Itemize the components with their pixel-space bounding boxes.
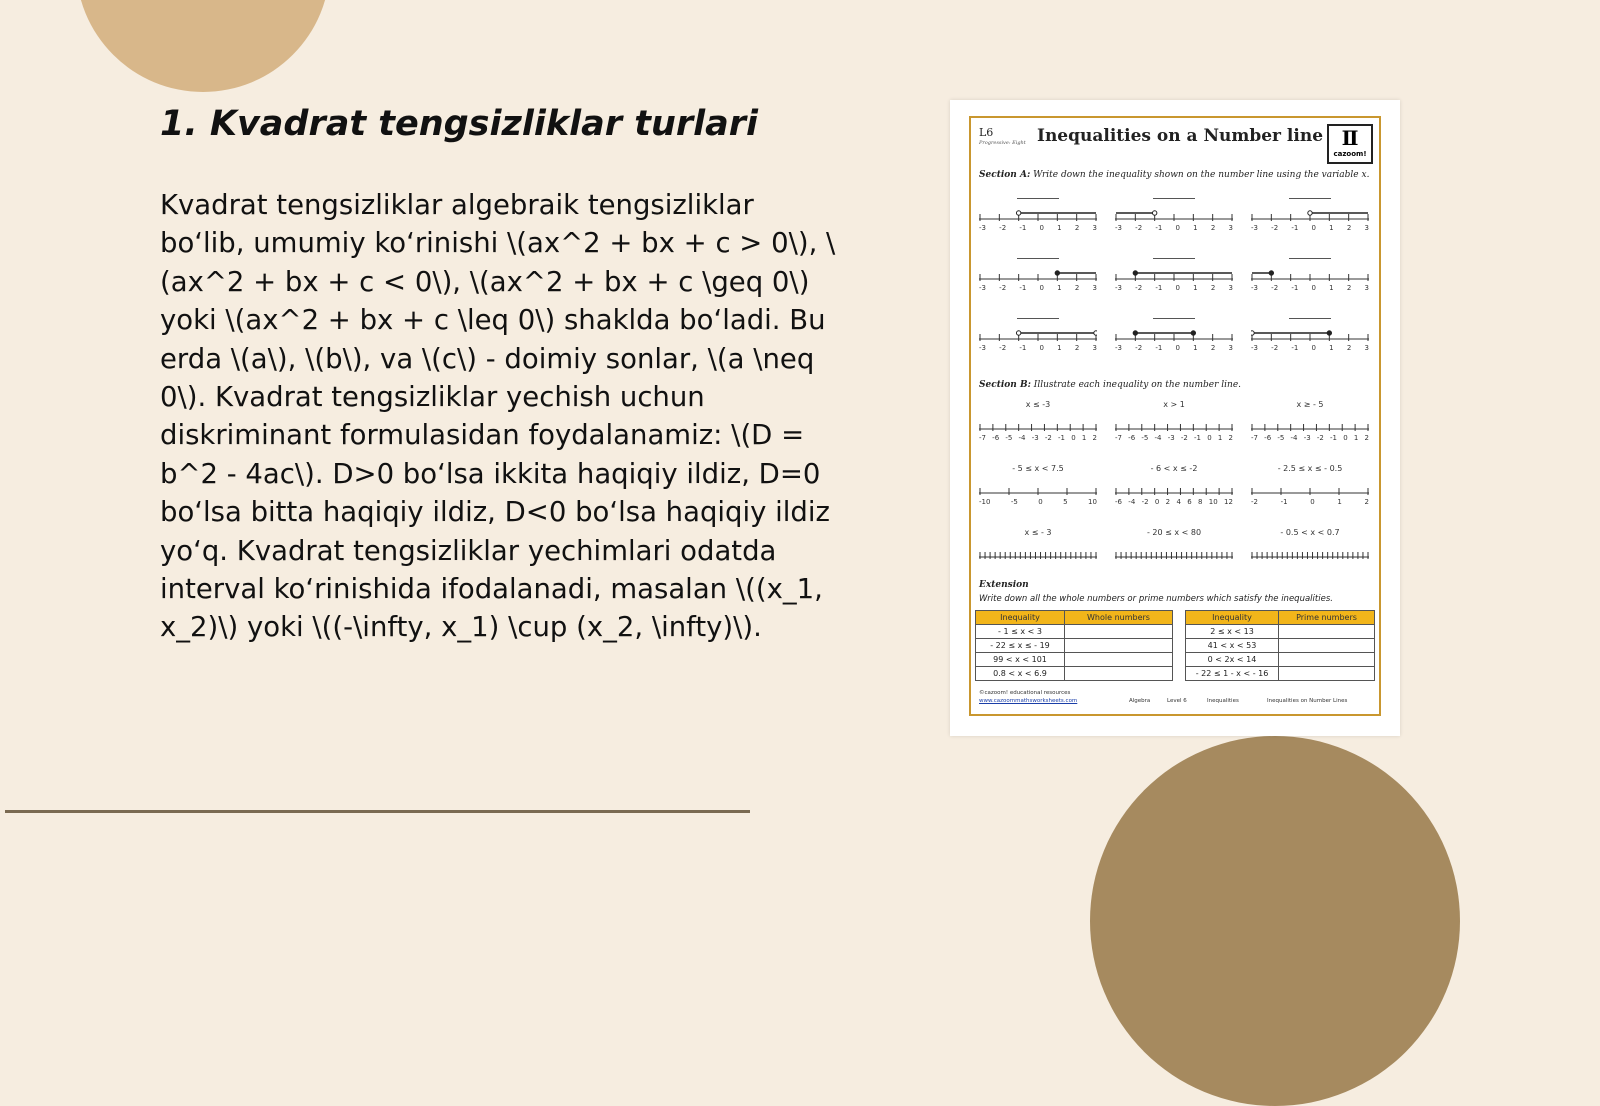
tick-label: -3 bbox=[1031, 434, 1039, 442]
tick-label: -3 bbox=[1167, 434, 1175, 442]
tick-label: 0 bbox=[1311, 344, 1316, 352]
tick-label: 0 bbox=[1039, 344, 1044, 352]
section-b-text: Illustrate each inequality on the number line. bbox=[1033, 380, 1242, 390]
answer-blank bbox=[1153, 258, 1195, 259]
tick-label: 0 bbox=[1311, 284, 1316, 292]
closed-endpoint bbox=[1269, 271, 1273, 275]
number-line-axis bbox=[979, 329, 1097, 343]
tick-label: -4 bbox=[1018, 434, 1026, 442]
tick-label: 1 bbox=[1057, 224, 1062, 232]
table-cell-empty bbox=[1279, 653, 1375, 667]
table-cell-empty bbox=[1065, 639, 1173, 653]
closed-endpoint bbox=[1327, 331, 1331, 335]
tick-label: 4 bbox=[1176, 498, 1181, 506]
section-b-heading bbox=[979, 380, 1241, 390]
tick-label: 0 bbox=[1039, 224, 1044, 232]
worksheet-title: Inequalities on a Number line bbox=[1037, 126, 1324, 146]
tick-labels bbox=[1251, 498, 1369, 506]
tick-label: 3 bbox=[1364, 344, 1369, 352]
section-a-heading bbox=[979, 170, 1369, 180]
tick-label: 3 bbox=[1092, 224, 1097, 232]
number-line-axis bbox=[979, 269, 1097, 283]
table-cell: 0 < 2x < 14 bbox=[1186, 653, 1279, 667]
tick-label: 2 bbox=[1364, 434, 1369, 442]
tick-label: 1 bbox=[1193, 344, 1198, 352]
tick-label: 10 bbox=[1088, 498, 1097, 506]
tick-label: -5 bbox=[1010, 498, 1018, 506]
number-line bbox=[979, 328, 1097, 354]
worksheet-image bbox=[950, 100, 1400, 736]
tick-label: -10 bbox=[979, 498, 991, 506]
tick-label: -7 bbox=[979, 434, 986, 442]
tick-label: -3 bbox=[979, 224, 986, 232]
tick-label: -5 bbox=[1141, 434, 1149, 442]
tick-label: -1 bbox=[1019, 344, 1027, 352]
number-line bbox=[1115, 268, 1233, 294]
tick-label: 2 bbox=[1074, 344, 1080, 352]
tick-label: 1 bbox=[1081, 434, 1087, 442]
table-row bbox=[976, 625, 1173, 639]
number-line bbox=[1115, 482, 1233, 508]
tick-label: -2 bbox=[1135, 344, 1143, 352]
worksheet-level: L6 bbox=[979, 126, 994, 139]
number-line-axis bbox=[979, 419, 1097, 433]
inequality-label: x ≤ - 3 bbox=[1024, 528, 1052, 537]
tick-label: -2 bbox=[1044, 434, 1052, 442]
tick-label: -2 bbox=[1180, 434, 1188, 442]
tick-label: 3 bbox=[1092, 344, 1097, 352]
answer-blank bbox=[1153, 318, 1195, 319]
tick-label: -1 bbox=[1280, 498, 1288, 506]
tick-labels bbox=[1115, 434, 1233, 442]
tick-label: 2 bbox=[1210, 224, 1216, 232]
closed-endpoint bbox=[1191, 331, 1195, 335]
tick-label: -1 bbox=[1330, 434, 1338, 442]
footer-link[interactable]: www.cazoommathsworksheets.com bbox=[979, 698, 1078, 704]
tick-label: 8 bbox=[1198, 498, 1203, 506]
table-cell: 0.8 < x < 6.9 bbox=[976, 667, 1065, 681]
number-line bbox=[1251, 268, 1369, 294]
number-line-axis bbox=[1251, 419, 1369, 433]
tick-label: -5 bbox=[1005, 434, 1013, 442]
number-line bbox=[979, 268, 1097, 294]
table-row bbox=[1186, 667, 1375, 681]
tick-label: -7 bbox=[1115, 434, 1122, 442]
decorative-circle-top bbox=[76, 0, 330, 92]
tick-label: -1 bbox=[1155, 344, 1163, 352]
slide-title: 1. Kvadrat tengsizliklar turlari bbox=[160, 104, 758, 144]
tick-labels bbox=[979, 344, 1097, 352]
inequality-label: x ≥ - 5 bbox=[1296, 400, 1324, 409]
tick-label: 1 bbox=[1353, 434, 1359, 442]
number-line bbox=[1115, 208, 1233, 234]
tick-label: -2 bbox=[1271, 344, 1279, 352]
tick-label: -1 bbox=[1291, 344, 1299, 352]
table-row bbox=[976, 653, 1173, 667]
tick-label: 6 bbox=[1187, 498, 1192, 506]
tick-label: 2 bbox=[1346, 284, 1352, 292]
tick-label: -3 bbox=[1115, 284, 1122, 292]
tick-label: -3 bbox=[1115, 224, 1122, 232]
tick-label: 1 bbox=[1329, 224, 1334, 232]
tick-label: 3 bbox=[1228, 344, 1233, 352]
tick-label: -2 bbox=[1251, 498, 1258, 506]
tick-label: -1 bbox=[1291, 284, 1299, 292]
answer-blank bbox=[1153, 198, 1195, 199]
answer-blank bbox=[1289, 318, 1331, 319]
inequality-label: - 5 ≤ x < 7.5 bbox=[1012, 464, 1064, 473]
tick-label: 0 bbox=[1175, 224, 1180, 232]
table-cell: - 22 ≤ 1 - x < - 16 bbox=[1186, 667, 1279, 681]
tick-label: 0 bbox=[1310, 498, 1315, 506]
number-line bbox=[1251, 418, 1369, 444]
tick-label: -3 bbox=[979, 344, 986, 352]
prime-numbers-table bbox=[1185, 610, 1375, 681]
tick-label: 2 bbox=[1228, 434, 1233, 442]
tick-labels bbox=[1251, 224, 1369, 232]
open-endpoint bbox=[1094, 331, 1097, 335]
number-line-axis bbox=[1115, 483, 1233, 497]
tick-labels bbox=[1251, 434, 1369, 442]
tick-label: -3 bbox=[979, 284, 986, 292]
whole-numbers-table bbox=[975, 610, 1173, 681]
table-header: Whole numbers bbox=[1065, 611, 1173, 625]
number-line bbox=[979, 546, 1097, 572]
table-header: Inequality bbox=[976, 611, 1065, 625]
table-cell-empty bbox=[1065, 625, 1173, 639]
tick-label: 10 bbox=[1208, 498, 1218, 506]
tick-label: -1 bbox=[1019, 284, 1027, 292]
tick-label: -2 bbox=[1271, 284, 1279, 292]
tick-label: 0 bbox=[1154, 498, 1160, 506]
tick-label: 2 bbox=[1074, 284, 1080, 292]
closed-endpoint bbox=[1133, 331, 1137, 335]
tick-label: -1 bbox=[1019, 224, 1027, 232]
number-line bbox=[979, 208, 1097, 234]
tick-label: 0 bbox=[1343, 434, 1348, 442]
footer-tag: Inequalities bbox=[1207, 698, 1239, 704]
decorative-circle-bottom bbox=[1090, 736, 1460, 1106]
number-line-axis bbox=[979, 483, 1097, 497]
answer-blank bbox=[1017, 318, 1059, 319]
number-line-axis bbox=[1115, 419, 1233, 433]
tick-label: 2 bbox=[1210, 284, 1216, 292]
footer-tag: Inequalities on Number Lines bbox=[1267, 698, 1348, 704]
tick-label: 2 bbox=[1364, 498, 1369, 506]
tick-label: 0 bbox=[1071, 434, 1076, 442]
tick-label: 1 bbox=[1329, 284, 1334, 292]
number-line bbox=[1251, 328, 1369, 354]
number-line-axis bbox=[1251, 209, 1369, 223]
tick-label: -2 bbox=[999, 284, 1007, 292]
table-cell: 41 < x < 53 bbox=[1186, 639, 1279, 653]
tick-label: 0 bbox=[1175, 344, 1180, 352]
tick-labels bbox=[1115, 498, 1233, 506]
tick-label: -4 bbox=[1154, 434, 1162, 442]
tick-labels bbox=[1251, 284, 1369, 292]
open-endpoint bbox=[1016, 211, 1020, 215]
tick-label: 5 bbox=[1063, 498, 1068, 506]
tick-labels bbox=[979, 434, 1097, 442]
table-row bbox=[1186, 653, 1375, 667]
number-line-axis bbox=[979, 209, 1097, 223]
extension-title: Extension bbox=[979, 580, 1029, 590]
table-cell-empty bbox=[1065, 653, 1173, 667]
tick-label: -1 bbox=[1155, 224, 1163, 232]
section-a-label: Section A: bbox=[979, 170, 1031, 180]
number-line bbox=[979, 482, 1097, 508]
tick-label: -4 bbox=[1128, 498, 1136, 506]
tick-label: -3 bbox=[1303, 434, 1311, 442]
inequality-label: - 6 < x ≤ -2 bbox=[1150, 464, 1198, 473]
tick-label: -3 bbox=[1251, 284, 1258, 292]
answer-blank bbox=[1289, 198, 1331, 199]
tick-label: -2 bbox=[1271, 224, 1279, 232]
tick-label: -2 bbox=[1316, 434, 1324, 442]
tick-label: 2 bbox=[1346, 344, 1352, 352]
footer-tag: Level 6 bbox=[1167, 698, 1187, 704]
number-line bbox=[1251, 546, 1369, 572]
answer-blank bbox=[1017, 258, 1059, 259]
tick-label: 1 bbox=[1329, 344, 1334, 352]
extension-description: Write down all the whole numbers or prime numbers which satisfy the inequalities. bbox=[979, 594, 1333, 604]
table-cell-empty bbox=[1065, 667, 1173, 681]
tick-label: 0 bbox=[1039, 284, 1044, 292]
tick-label: 3 bbox=[1364, 284, 1369, 292]
tick-labels bbox=[979, 498, 1097, 506]
tick-label: -2 bbox=[1135, 284, 1143, 292]
closed-endpoint bbox=[1133, 271, 1137, 275]
table-cell: - 22 ≤ x ≤ - 19 bbox=[976, 639, 1065, 653]
table-cell-empty bbox=[1279, 625, 1375, 639]
tick-labels bbox=[979, 224, 1097, 232]
tick-labels bbox=[1251, 344, 1369, 352]
tick-label: 1 bbox=[1193, 284, 1198, 292]
number-line-axis bbox=[1115, 329, 1233, 343]
number-line-axis bbox=[1115, 269, 1233, 283]
tick-label: 2 bbox=[1346, 224, 1352, 232]
tick-label: -7 bbox=[1251, 434, 1258, 442]
tick-label: 3 bbox=[1228, 284, 1233, 292]
inequality-label: - 0.5 < x < 0.7 bbox=[1280, 528, 1340, 537]
number-line bbox=[1251, 208, 1369, 234]
logo-glyph-icon: Ⅱ bbox=[1341, 126, 1359, 150]
tick-labels bbox=[1115, 344, 1233, 352]
tick-label: 2 bbox=[1074, 224, 1080, 232]
table-header: Inequality bbox=[1186, 611, 1279, 625]
number-line bbox=[1251, 482, 1369, 508]
worksheet-frame bbox=[969, 116, 1381, 716]
tick-label: 3 bbox=[1364, 224, 1369, 232]
inequality-label: x ≤ -3 bbox=[1025, 400, 1051, 409]
tick-label: 0 bbox=[1038, 498, 1043, 506]
tick-label: -1 bbox=[1291, 224, 1299, 232]
tick-label: 1 bbox=[1057, 344, 1062, 352]
inequality-label: - 20 ≤ x < 80 bbox=[1146, 528, 1202, 537]
table-cell-empty bbox=[1279, 667, 1375, 681]
tick-label: -1 bbox=[1194, 434, 1202, 442]
number-line-axis bbox=[1251, 269, 1369, 283]
table-row bbox=[976, 639, 1173, 653]
table-cell-empty bbox=[1279, 639, 1375, 653]
footer-brand: ©cazoom! educational resources bbox=[979, 690, 1071, 696]
worksheet-level-sub: Progressive: Eight bbox=[979, 140, 1026, 146]
tick-label: -6 bbox=[992, 434, 1000, 442]
slide-body-text: Kvadrat tengsizliklar algebraik tengsizliklar bo‘lib, umumiy ko‘rinishi \(ax^2 + bx + c > 0\), \(ax^2 + bx + c < 0\), \(ax^2 + bx + c \geq 0\) yoki \(ax^2 + bx + c \leq 0\) shaklda bo‘ladi. Bu erda \(a\), \(b\), va \(c\) - doimiy sonlar, \(a \neq 0\). Kvadrat tengsizliklar yechish uchun diskriminant formulasidan foydalanamiz: \(D = b^2 - 4ac\). D>0 bo‘lsa ikkita haqiqiy ildiz, D=0 bo‘lsa bitta haqiqiy ildiz, D<0 bo‘lsa haqiqiy ildiz yo‘q. Kvadrat tengsizliklar yechimlari odatda interval ko‘rinishida ifodalanadi, masalan \((x_1, x_2)\) yoki \((-\infty, x_1) \cup (x_2, \infty)\). bbox=[160, 189, 836, 644]
tick-label: 12 bbox=[1224, 498, 1233, 506]
closed-endpoint bbox=[1055, 271, 1059, 275]
number-line-axis bbox=[1251, 329, 1369, 343]
section-b-label: Section B: bbox=[979, 380, 1031, 390]
number-line-axis bbox=[1115, 209, 1233, 223]
open-endpoint bbox=[1016, 331, 1020, 335]
table-row bbox=[1186, 639, 1375, 653]
divider-line bbox=[5, 810, 750, 813]
number-line-axis bbox=[1115, 547, 1233, 561]
tick-label: 1 bbox=[1193, 224, 1198, 232]
tick-label: -5 bbox=[1277, 434, 1285, 442]
tick-label: 2 bbox=[1092, 434, 1097, 442]
table-cell: 99 < x < 101 bbox=[976, 653, 1065, 667]
tick-label: -2 bbox=[999, 344, 1007, 352]
tick-label: -1 bbox=[1155, 284, 1163, 292]
tick-label: -6 bbox=[1264, 434, 1272, 442]
section-a-text: Write down the inequality shown on the number line using the variable x. bbox=[1033, 170, 1370, 180]
number-line bbox=[1115, 418, 1233, 444]
table-row bbox=[976, 667, 1173, 681]
open-endpoint bbox=[1308, 211, 1312, 215]
footer-tag: Algebra bbox=[1129, 698, 1151, 704]
table-row bbox=[1186, 625, 1375, 639]
tick-label: -3 bbox=[1251, 224, 1258, 232]
number-line-axis bbox=[1251, 547, 1369, 561]
open-endpoint bbox=[1152, 211, 1156, 215]
tick-label: -3 bbox=[1115, 344, 1122, 352]
tick-labels bbox=[1115, 284, 1233, 292]
tick-label: 1 bbox=[1337, 498, 1342, 506]
number-line-axis bbox=[1251, 483, 1369, 497]
tick-label: 0 bbox=[1311, 224, 1316, 232]
number-line-axis bbox=[979, 547, 1097, 561]
inequality-label: x > 1 bbox=[1163, 400, 1185, 409]
answer-blank bbox=[1017, 198, 1059, 199]
table-header: Prime numbers bbox=[1279, 611, 1375, 625]
tick-labels bbox=[979, 284, 1097, 292]
tick-label: -3 bbox=[1251, 344, 1258, 352]
tick-label: -6 bbox=[1115, 498, 1122, 506]
cazoom-logo bbox=[1327, 124, 1373, 164]
tick-label: -1 bbox=[1058, 434, 1066, 442]
tick-label: -2 bbox=[999, 224, 1007, 232]
open-endpoint bbox=[1251, 331, 1254, 335]
tick-label: -2 bbox=[1141, 498, 1149, 506]
tick-label: -6 bbox=[1128, 434, 1136, 442]
table-cell: 2 ≤ x < 13 bbox=[1186, 625, 1279, 639]
tick-label: -4 bbox=[1290, 434, 1298, 442]
tick-label: 3 bbox=[1228, 224, 1233, 232]
number-line bbox=[1115, 546, 1233, 572]
number-line bbox=[1115, 328, 1233, 354]
logo-text: cazoom! bbox=[1333, 150, 1367, 158]
tick-label: 2 bbox=[1210, 344, 1216, 352]
tick-label: 0 bbox=[1175, 284, 1180, 292]
tick-label: 2 bbox=[1165, 498, 1171, 506]
tick-label: 1 bbox=[1217, 434, 1223, 442]
tick-label: -2 bbox=[1135, 224, 1143, 232]
tick-labels bbox=[1115, 224, 1233, 232]
inequality-label: - 2.5 ≤ x ≤ - 0.5 bbox=[1277, 464, 1343, 473]
answer-blank bbox=[1289, 258, 1331, 259]
table-cell: - 1 ≤ x < 3 bbox=[976, 625, 1065, 639]
tick-label: 3 bbox=[1092, 284, 1097, 292]
tick-label: 0 bbox=[1207, 434, 1212, 442]
tick-label: 1 bbox=[1057, 284, 1062, 292]
number-line bbox=[979, 418, 1097, 444]
